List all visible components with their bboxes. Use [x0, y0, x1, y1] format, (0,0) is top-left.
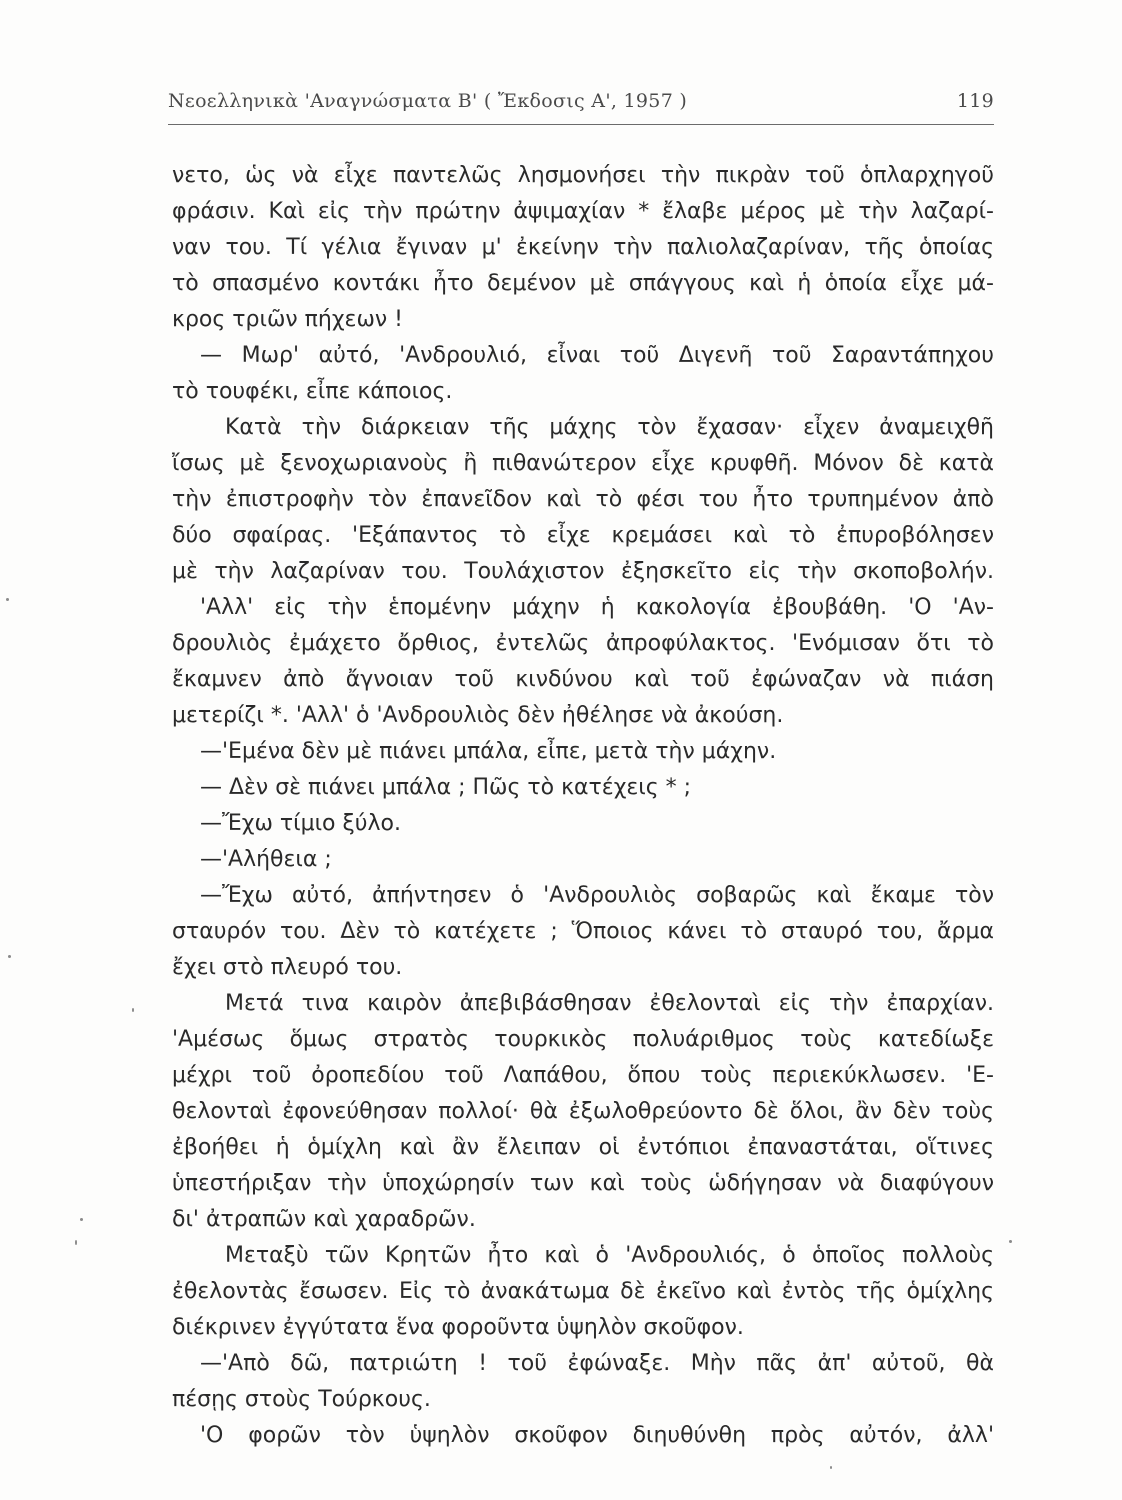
text-line: μετερίζι *. 'Αλλ' ὁ 'Ανδρουλιὸς δὲν ἠθέλησε νὰ ἀκούση.: [172, 703, 784, 728]
text-line: θελονταὶ ἐφονεύθησαν πολλοί· θὰ ἐξωλοθρεύοντο δὲ ὅλοι, ἂν δὲν τοὺς: [172, 1099, 994, 1124]
text-line: ὑπεστήριξαν τὴν ὑποχώρησίν των καὶ τοὺς ὡδήγησαν νὰ διαφύγουν: [172, 1171, 994, 1196]
scan-speck: [1009, 1240, 1012, 1243]
text-line: ἔκαμνεν ἀπὸ ἄγνοιαν τοῦ κινδύνου καὶ τοῦ ἐφώναζαν νὰ πιάση: [172, 667, 994, 692]
text-line: ἴσως μὲ ξενοχωριανοὺς ἢ πιθανώτερον εἶχε κρυφθῆ. Μόνον δὲ κατὰ: [172, 451, 994, 476]
text-line: πέσῃς στοὺς Τούρκους.: [172, 1387, 431, 1412]
text-line: δρουλιὸς ἐμάχετο ὄρθιος, ἐντελῶς ἀπροφύλακτος. 'Ενόμισαν ὅτι τὸ: [172, 631, 994, 656]
scan-speck: [132, 1008, 134, 1012]
scan-speck: [75, 1240, 77, 1245]
text-line: — Μωρ' αὐτό, 'Ανδρουλιό, εἶναι τοῦ Διγενῆ τοῦ Σαραντάπηχου: [200, 343, 994, 368]
text-line: τὴν ἐπιστροφὴν τὸν ἐπανεῖδον καὶ τὸ φέσι του ἦτο τρυπημένον ἀπὸ: [172, 487, 994, 512]
text-line: ἐθελοντὰς ἔσωσεν. Εἰς τὸ ἀνακάτωμα δὲ ἐκεῖνο καὶ ἐντὸς τῆς ὁμίχλης: [172, 1279, 994, 1304]
text-line: —'Απὸ δῶ, πατριώτη ! τοῦ ἐφώναξε. Μὴν πᾶς ἀπ' αὐτοῦ, θὰ: [200, 1351, 994, 1376]
text-line: 'Ο φορῶν τὸν ὑψηλὸν σκοῦφον διηυθύνθη πρὸς αὐτόν, ἀλλ': [200, 1423, 994, 1448]
text-line: ἔχει στὸ πλευρό του.: [172, 955, 403, 980]
scan-speck: [80, 1218, 83, 1221]
header-rule: [168, 124, 994, 125]
text-line: 'Αμέσως ὅμως στρατὸς τουρκικὸς πολυάριθμος τοὺς κατεδίωξε: [172, 1027, 994, 1052]
text-line: ἐβοήθει ἡ ὁμίχλη καὶ ἂν ἔλειπαν οἱ ἐντόπιοι ἐπαναστάται, οἵτινες: [172, 1135, 994, 1160]
text-line: Μετά τινα καιρὸν ἀπεβιβάσθησαν ἐθελονταὶ εἰς τὴν ἐπαρχίαν.: [225, 991, 994, 1016]
text-line: —Ἔχω αὐτό, ἀπήντησεν ὁ 'Ανδρουλιὸς σοβαρῶς καὶ ἔκαμε τὸν: [200, 883, 994, 908]
scan-speck: [830, 1466, 832, 1469]
scan-speck: [8, 955, 11, 958]
scan-speck: [6, 598, 9, 601]
text-line: δύο σφαίρας. 'Εξάπαντος τὸ εἶχε κρεμάσει καὶ τὸ ἐπυροβόλησεν: [172, 523, 994, 548]
text-line: σταυρόν του. Δὲν τὸ κατέχετε ; Ὅποιος κάνει τὸ σταυρό του, ἄρμα: [172, 919, 994, 944]
running-head: [168, 90, 994, 120]
text-line: τὸ σπασμένο κοντάκι ἦτο δεμένον μὲ σπάγγους καὶ ἡ ὁποία εἶχε μά-: [172, 271, 994, 296]
text-line: — Δὲν σὲ πιάνει μπάλα ; Πῶς τὸ κατέχεις * ;: [200, 775, 692, 800]
text-line: διέκρινεν ἐγγύτατα ἕνα φοροῦντα ὑψηλὸν σκοῦφον.: [172, 1315, 744, 1340]
text-line: ναν του. Τί γέλια ἔγιναν μ' ἐκείνην τὴν παλιολαζαρίναν, τῆς ὁποίας: [172, 235, 994, 260]
page-number: 119: [956, 90, 994, 112]
text-line: μέχρι τοῦ ὀροπεδίου τοῦ Λαπάθου, ὅπου τοὺς περιεκύκλωσεν. 'Ε-: [172, 1063, 994, 1088]
running-head-title: Νεοελληνικὰ 'Αναγνώσματα Β' ( Ἔκδοσις Α', 1957 ): [168, 90, 688, 112]
text-line: κρος τριῶν πήχεων !: [172, 307, 403, 332]
text-line: Μεταξὺ τῶν Κρητῶν ἦτο καὶ ὁ 'Ανδρουλιός, ὁ ὁποῖος πολλοὺς: [225, 1243, 994, 1268]
text-line: μὲ τὴν λαζαρίναν του. Τουλάχιστον ἐξησκεῖτο εἰς τὴν σκοποβολήν.: [172, 559, 994, 584]
text-line: —'Αλήθεια ;: [200, 847, 332, 872]
text-line: φράσιν. Καὶ εἰς τὴν πρώτην ἀψιμαχίαν * ἔλαβε μέρος μὲ τὴν λαζαρί-: [172, 199, 994, 224]
text-line: —Ἔχω τίμιο ξύλο.: [200, 811, 401, 836]
text-line: δι' ἀτραπῶν καὶ χαραδρῶν.: [172, 1207, 476, 1232]
text-line: 'Αλλ' εἰς τὴν ἑπομένην μάχην ἡ κακολογία ἐβουβάθη. 'Ο 'Αν-: [200, 595, 994, 620]
text-line: νετο, ὡς νὰ εἶχε παντελῶς λησμονήσει τὴν πικρὰν τοῦ ὁπλαρχηγοῦ: [172, 163, 994, 188]
text-line: —'Εμένα δὲν μὲ πιάνει μπάλα, εἶπε, μετὰ τὴν μάχην.: [200, 739, 777, 764]
text-line: τὸ τουφέκι, εἶπε κάποιος.: [172, 379, 453, 404]
text-line: Κατὰ τὴν διάρκειαν τῆς μάχης τὸν ἔχασαν· εἶχεν ἀναμειχθῆ: [225, 415, 994, 440]
